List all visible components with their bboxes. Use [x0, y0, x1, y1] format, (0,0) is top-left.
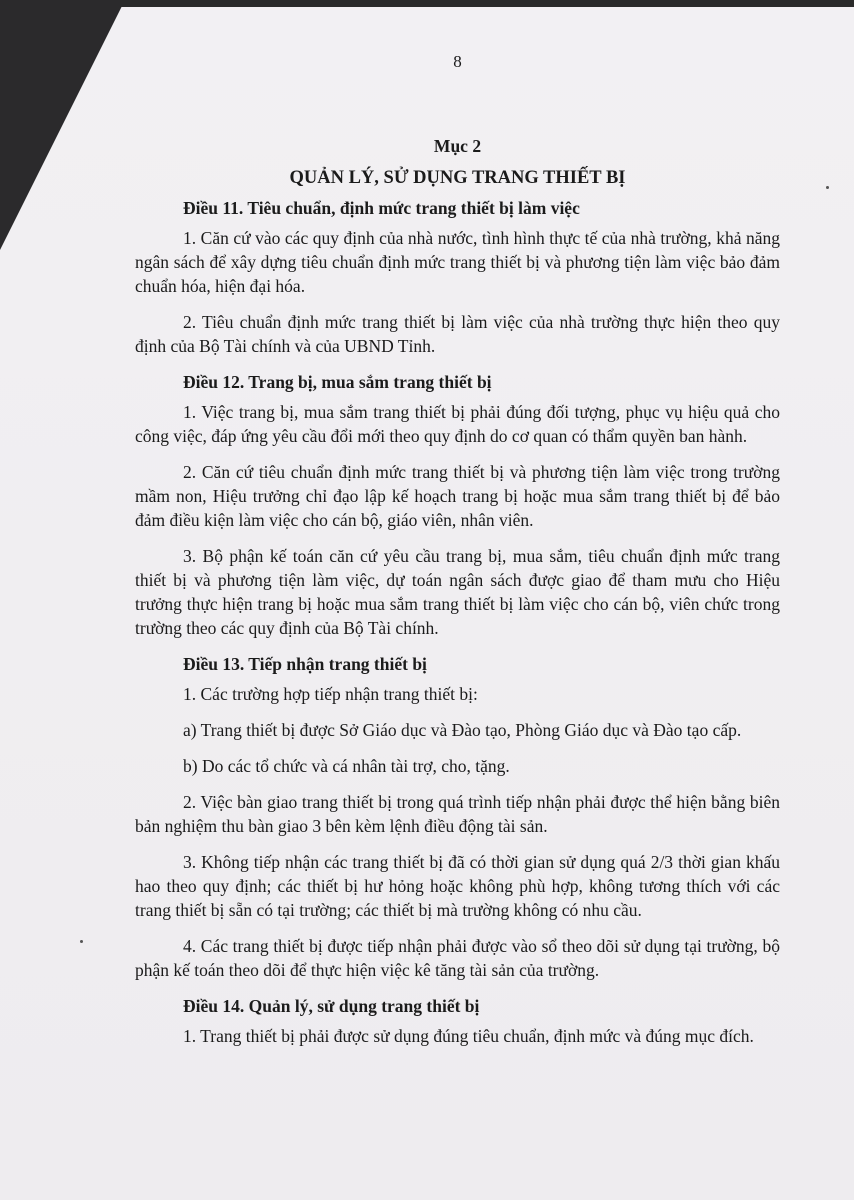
- article-11: [135, 196, 780, 358]
- page-top-edge: [120, 0, 854, 7]
- paragraph: 2. Tiêu chuẩn định mức trang thiết bị làm việc của nhà trường thực hiện theo quy định của Bộ Tài chính và của UBND Tỉnh.: [135, 312, 780, 356]
- document-body: [135, 50, 780, 1060]
- paragraph: 2. Việc bàn giao trang thiết bị trong quá trình tiếp nhận phải được thể hiện bằng biên bản nghiệm thu bàn giao 3 bên kèm lệnh điều động tài sản.: [135, 792, 780, 836]
- paragraph: 1. Trang thiết bị phải được sử dụng đúng tiêu chuẩn, định mức và đúng mục đích.: [183, 1026, 754, 1046]
- article-heading: Điều 11. Tiêu chuẩn, định mức trang thiết bị làm việc: [183, 198, 580, 218]
- page-number: 8: [453, 52, 462, 71]
- paragraph: 1. Việc trang bị, mua sắm trang thiết bị phải đúng đối tượng, phục vụ hiệu quả cho công việc, đáp ứng yêu cầu đổi mới theo quy định do cơ quan có thẩm quyền ban hành.: [135, 402, 780, 446]
- article-heading: Điều 14. Quản lý, sử dụng trang thiết bị: [183, 996, 480, 1016]
- section-title: QUẢN LÝ, SỬ DỤNG TRANG THIẾT BỊ: [289, 168, 626, 188]
- paragraph: 3. Bộ phận kế toán căn cứ yêu cầu trang bị, mua sắm, tiêu chuẩn định mức trang thiết bị và phương tiện làm việc, dự toán ngân sách được giao để tham mưu cho Hiệu trưởng thực hiện trang bị hoặc mua sắm trang thiết bị làm việc cho cán bộ, viên chức trong trường theo các quy định của Bộ Tài chính.: [135, 546, 780, 638]
- speck: [826, 186, 829, 189]
- article-12: [135, 370, 780, 640]
- speck: [80, 940, 83, 943]
- paragraph: 3. Không tiếp nhận các trang thiết bị đã có thời gian sử dụng quá 2/3 thời gian khấu hao theo quy định; các thiết bị hư hỏng hoặc không phù hợp, không tương thích với các trang thiết bị sẵn có tại trường; các thiết bị mà trường không có nhu cầu.: [135, 852, 780, 920]
- paragraph: 1. Các trường hợp tiếp nhận trang thiết bị:: [183, 684, 478, 704]
- article-heading: Điều 13. Tiếp nhận trang thiết bị: [183, 654, 427, 674]
- paragraph: 1. Căn cứ vào các quy định của nhà nước, tình hình thực tế của nhà trường, khả năng ngân sách để xây dựng tiêu chuẩn định mức trang thiết bị và phương tiện làm việc bảo đảm chuẩn hóa, hiện đại hóa.: [135, 228, 780, 296]
- paragraph: 4. Các trang thiết bị được tiếp nhận phải được vào sổ theo dõi sử dụng tại trường, bộ phận kế toán theo dõi để thực hiện việc kê tăng tài sản của trường.: [135, 936, 780, 980]
- article-13: [135, 652, 780, 982]
- article-heading: Điều 12. Trang bị, mua sắm trang thiết bị: [183, 372, 492, 392]
- paragraph: 2. Căn cứ tiêu chuẩn định mức trang thiết bị và phương tiện làm việc trong trường mầm non, Hiệu trưởng chỉ đạo lập kế hoạch trang bị hoặc mua sắm trang thiết bị để bảo đảm điều kiện làm việc cho cán bộ, giáo viên, nhân viên.: [135, 462, 780, 530]
- paragraph: a) Trang thiết bị được Sở Giáo dục và Đào tạo, Phòng Giáo dục và Đào tạo cấp.: [183, 720, 742, 740]
- folded-corner: [0, 0, 125, 250]
- paragraph: b) Do các tổ chức và cá nhân tài trợ, cho, tặng.: [183, 756, 510, 776]
- section-label: Mục 2: [433, 136, 482, 156]
- article-14: [135, 994, 780, 1048]
